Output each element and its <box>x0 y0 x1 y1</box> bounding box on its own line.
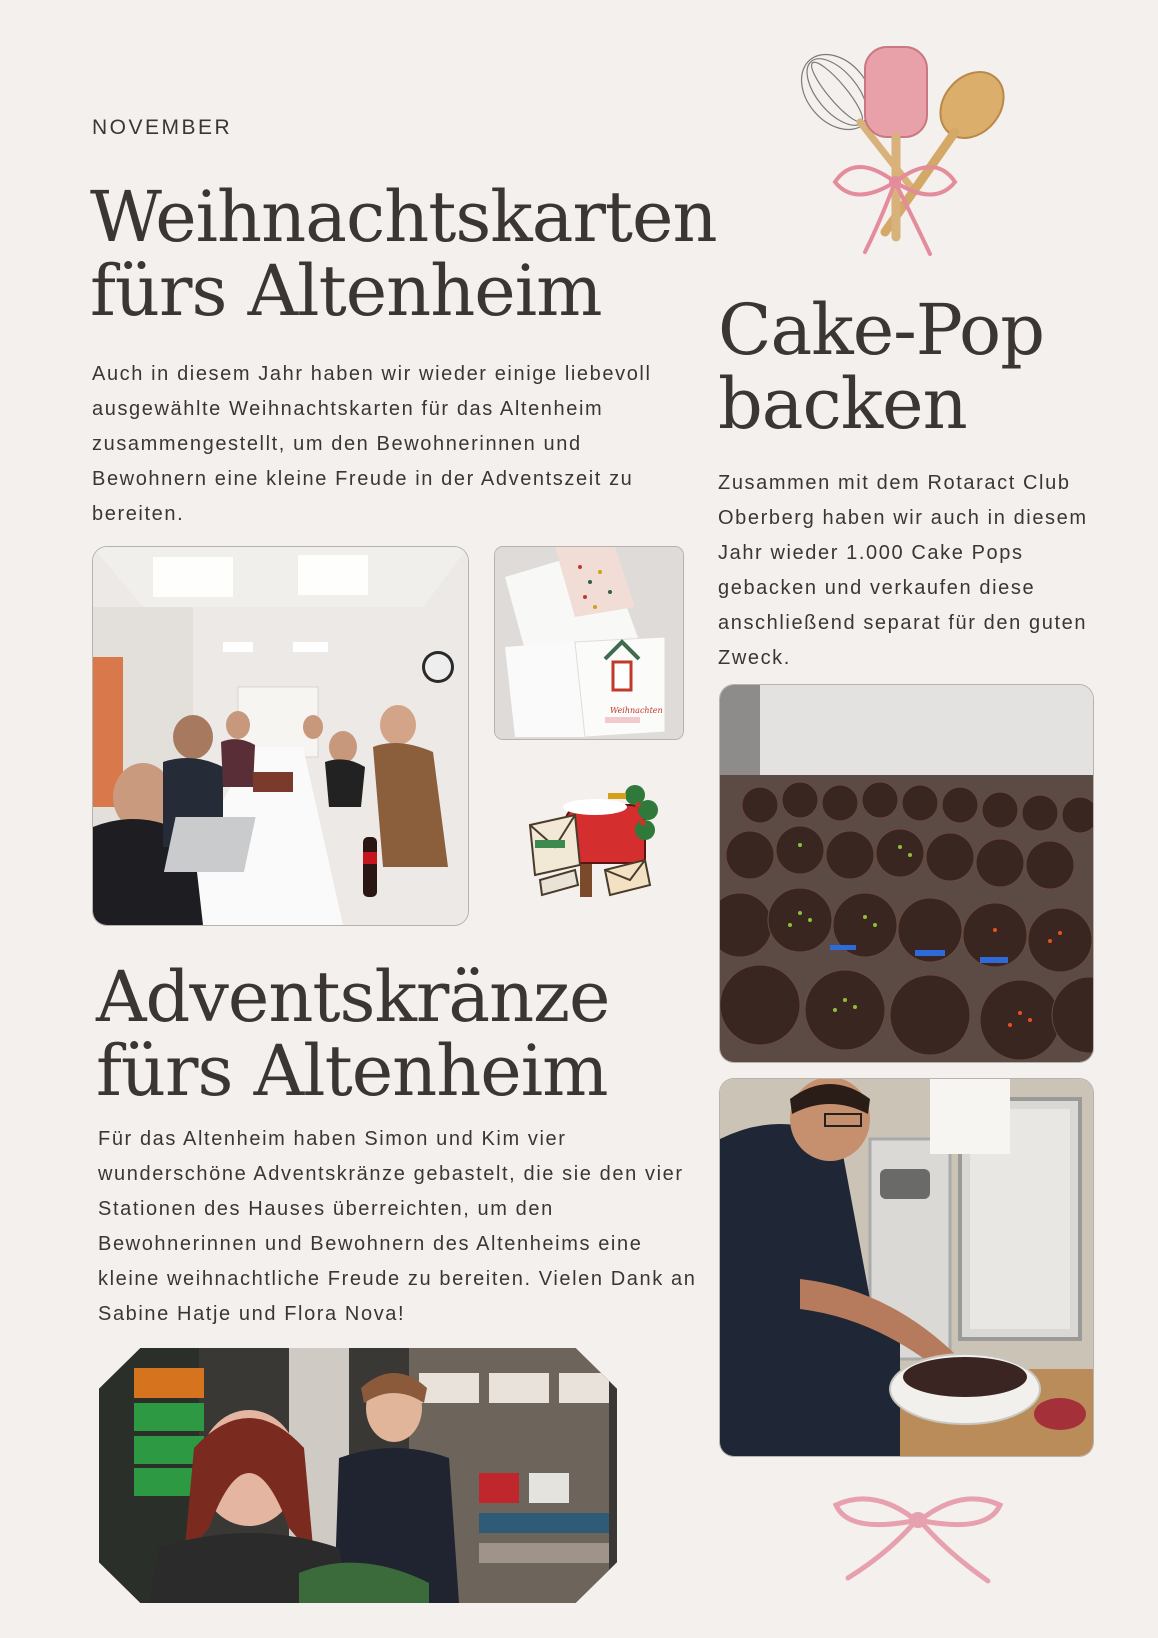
photo-card-writing-group <box>93 547 468 925</box>
section-advent-wreaths <box>96 956 716 1113</box>
month-label: NOVEMBER <box>92 116 233 139</box>
section-body-christmas-cards: Auch in diesem Jahr haben wir wieder einige liebevoll ausgewählte Weihnachtskarten für das Altenheim zusammengestellt, um den Bewohnerinnen und Bewohnern eine kleine Freude in der Adventszeit zu bereiten. <box>92 363 652 525</box>
title-line-2: fürs Altenheim <box>90 250 602 333</box>
photo-christmas-cards <box>495 547 683 739</box>
pink-bow-icon <box>828 1493 1008 1588</box>
photo-cake-pops <box>720 685 1093 1062</box>
section-cake-pops <box>718 289 1138 446</box>
title-line-1: Weihnachtskarten <box>90 176 717 258</box>
title-line-1: Adventskränze <box>96 956 610 1038</box>
section-body-cake-pops: Zusammen mit dem Rotaract Club Oberberg haben wir auch in diesem Jahr wieder 1.000 Cake Pops gebacken und verkaufen diese anschließend separat für den guten Zweck. <box>718 472 1088 669</box>
title-line-1: Cake-Pop <box>718 289 1045 371</box>
section-title <box>90 176 717 333</box>
christmas-mailbox-icon <box>520 785 660 905</box>
title-line-2: backen <box>718 363 967 446</box>
title-line-2: fürs Altenheim <box>96 1030 608 1113</box>
section-title <box>718 289 1138 446</box>
photo-baking-dough <box>720 1079 1093 1456</box>
card-greeting-text: Weihnachten <box>610 706 663 715</box>
baking-utensils-icon <box>795 42 1015 267</box>
section-title <box>96 956 716 1113</box>
section-body-advent-wreaths: Für das Altenheim haben Simon und Kim vier wunderschöne Adventskränze gebastelt, die sie den vier Stationen des Hauses überreichten, um den Bewohnerinnen und Bewohnern des Altenheims eine kleine weihnachtliche Freude zu bereiten. Vielen Dank an Sabine Hatje und Flora Nova! <box>98 1128 697 1325</box>
photo-wreath-makers <box>99 1348 617 1603</box>
section-christmas-cards <box>90 176 717 333</box>
